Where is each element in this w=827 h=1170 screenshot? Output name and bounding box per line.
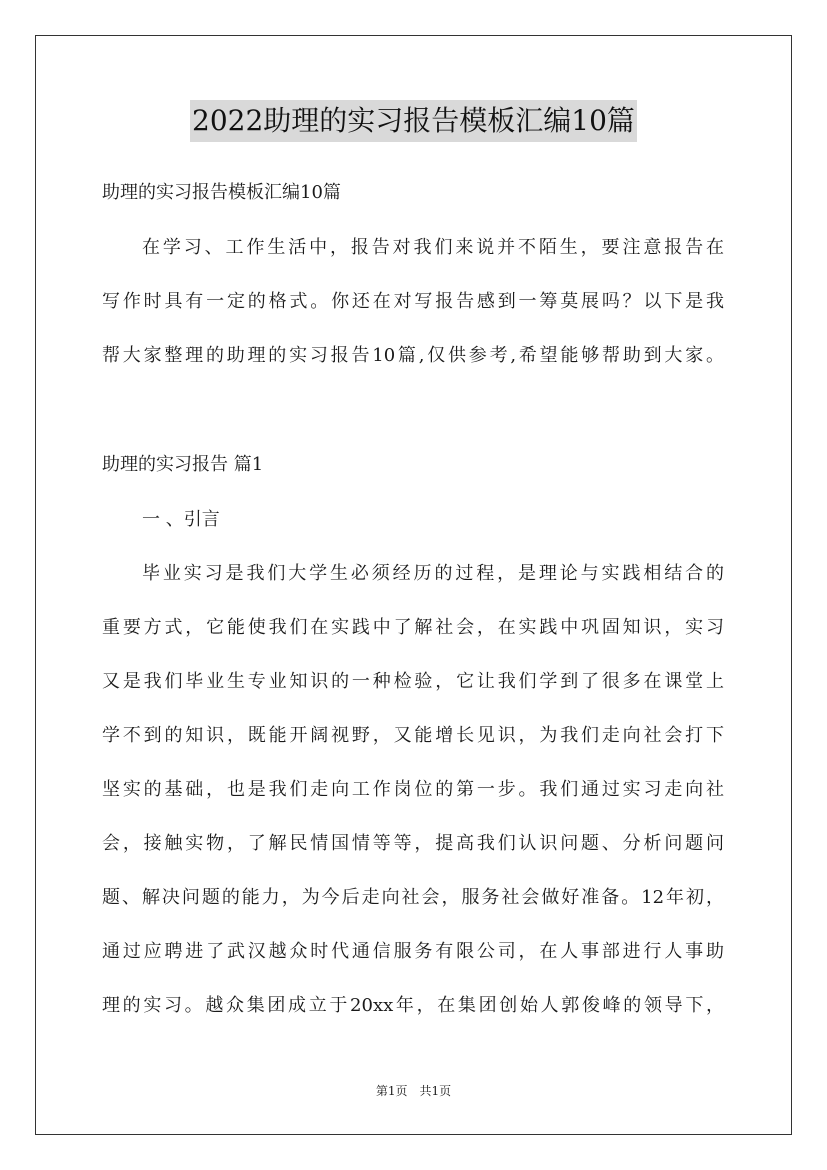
intro-line: 在学习、工作生活中，报告对我们来说并不陌生，要注意报告在 <box>142 237 724 258</box>
page-footer: 第1页 共1页 <box>375 1084 452 1098</box>
intro-line: 帮大家整理的助理的实习报告10篇,仅供参考,希望能够帮助到大家。 <box>102 345 724 366</box>
section-heading: 助理的实习报告 篇1 <box>102 454 264 475</box>
body-line: 毕业实习是我们大学生必须经历的过程，是理论与实践相结合的 <box>142 563 724 584</box>
body-line: 会，接触实物，了解民情国情等等，提高我们认识问题、分析问题问 <box>102 833 724 854</box>
document-subtitle: 助理的实习报告模板汇编10篇 <box>102 182 341 203</box>
document-title: 2022助理的实习报告模板汇编10篇 <box>190 100 637 142</box>
body-line: 学不到的知识，既能开阔视野，又能增长见识，为我们走向社会打下 <box>102 725 724 746</box>
body-line: 重要方式，它能使我们在实践中了解社会，在实践中巩固知识，实习 <box>102 617 724 638</box>
body-line: 理的实习。越众集团成立于20xx年，在集团创始人郭俊峰的领导下， <box>102 995 724 1016</box>
title-container <box>0 100 827 142</box>
body-line: 题、解决问题的能力，为今后走向社会，服务社会做好准备。12年初， <box>102 887 724 908</box>
intro-line: 写作时具有一定的格式。你还在对写报告感到一筹莫展吗？以下是我 <box>102 291 724 312</box>
body-line: 坚实的基础，也是我们走向工作岗位的第一步。我们通过实习走向社 <box>102 779 724 800</box>
subsection-heading: 一 、引言 <box>142 509 220 530</box>
body-line: 又是我们毕业生专业知识的一种检验，它让我们学到了很多在课堂上 <box>102 671 724 692</box>
body-line: 通过应聘进了武汉越众时代通信服务有限公司，在人事部进行人事助 <box>102 941 724 962</box>
